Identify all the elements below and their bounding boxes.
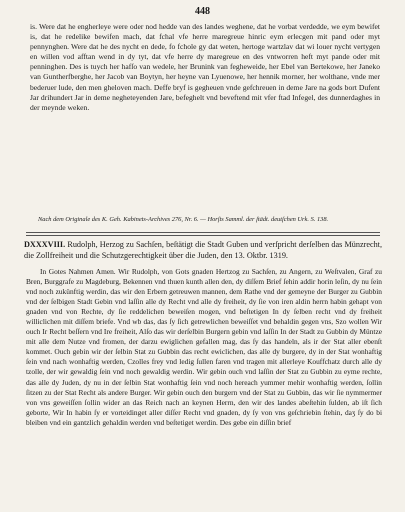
source-note: Nach dem Originale des K. Geh. Kabinets-Archives 276, Nr. 6. — Horſts Samml. der ſtädt. deutſchen Urk. S. 138. — [38, 216, 329, 223]
document-summary: Rudolph, Herzog zu Sachſen, beſtätigt die Stadt Guben und verſpricht derſelben das Münzrecht, die Zollfreiheit und die Schutzgerechtigkeit über die Juden, den 13. Oktbr. 1319. — [24, 240, 383, 260]
preceding-document-paragraph: is. Were dat he engherleye were oder nod hedde van des landes weghene, dat he vorbat verdedde, we eym bewifet is, dat he redelike bewifen mach, dat fchal vfe herre maregreue hinric eym erlecgen mit pand oder myt pennynghen. Were dat he des nycht en dede, fo fchole gy dat weten, hertoge wartzlav dat wi louer nycht vertygen en willen vod afftan wend in dy tyt, dat vfe herre dy maregreue en des vntworren heft myt pande oder mit penninghen. Des is tuych her hafſo van wedele, her Brunink van fegheweide, her Ebel van Bertekowe, her Janeko van Guntherfberghe, her Jacob van Boytyn, her heyne van Lyuenowe, her hennik morner, her wolthane, vnde mer bederuer lude, den men gheloven mach. Deffe bryf is gegheuen vnde gefchreuen in deme Jare na gods bort Dufent Jar drihundert Jar in deme negheteyenden Jare, befeghelt vnd beveftend mit vfer ftad Infegel, des dunnerdaghes in der meynde weken. — [30, 22, 380, 112]
document-body-paragraph: In Gotes Nahmen Amen. Wir Rudolph, von Gots gnaden Hertzog zu Sachſen, zu Angern, zu Weſtvalen, Graf zu Bren, Burggrafe zu Magdeburg, Bekennen vnd thuen kunth allen den, dy diſſem Brief ſehin addir horin leſin, dy nu ſein vnd noch zukünftig werdin, das wir den Erbern getreuwen mannen, dem Rathe vnd der gemeyne der Burger zu Gubbin vnd der ſelbigen Stadt Gebin vnd laſſin alle dy Recht vnd alle dy freiheit, dy ſie von iren aldin herrn habin gehapt von gnaden vnd von Rechte, dy ſie reddelichen beweiſen mogen, vnd beſtetigen In dy ſelben recht vnd dy freiheit williclichen mit diſſem briefe. Vnd wb das, das ſy ſich getrewlichen beweiſſet vnd behaldin gegen vns, Szo wollen Wir ouch Ir Recht beſſern vnd Ire freiheit, Alſo das wir derſelbin Burgern gebin vnd laſſin In der Stadt zu Gubbin dy Müntze mit alle dem Nutze vnd fromen, der darzu ewiglichen gefallen mag, das ſy das handeln, als ir der Stat aller ebenſt kommet. Ouch gebin wir der ſelbin Stat zu Gubbin das recht ewiclichen, das alle dy burgere, dy in der Stat wonhaftig ſein vnd nach wonhaftig werden, Czolles frey vnd ledig ſullen faren vnd tragen mit allerleye Kouffchatz durch alle dy tzolle, der wir gewaldig ſein vnd noch gewaldig werdin. Wir gebin ouch vnd laſſin der Stat zu Gubbin zu eyme rechte, das alle dy Juden, dy nu in der ſelbin Stat wonhaftig ſein vnd noch hereach yummer mehir wonhaftig werden, ſollin ſitzen zu der Stat Recht als andere Burger. Wir gebin ouch den burgern vnd der Stat zu Gubbin, das wir ſie nymmermer von vns geweiſſen ſollin wider an das Reich nach an keynen Herrn, den wir des landes abeſtehin ſulden, ab iſt ſich geborte, Wir In habin ſy er vorteidinget aller diſſer Recht vnd gnaden, dy ſy von vns geſchriebin ſtehin, daʒ ſy do bi bleiben vnd ein gantzlich gehaldin werden vnd beſtetiget werdin. Des gebe ein diſſin brief — [26, 267, 382, 427]
section-divider-top — [26, 232, 380, 233]
section-divider-bottom — [26, 235, 380, 236]
document-body — [26, 267, 382, 428]
preceding-document-text — [30, 22, 380, 113]
document-number: DXXXVIII. — [24, 240, 66, 249]
page-number: 448 — [195, 6, 210, 17]
document-heading — [24, 240, 382, 261]
